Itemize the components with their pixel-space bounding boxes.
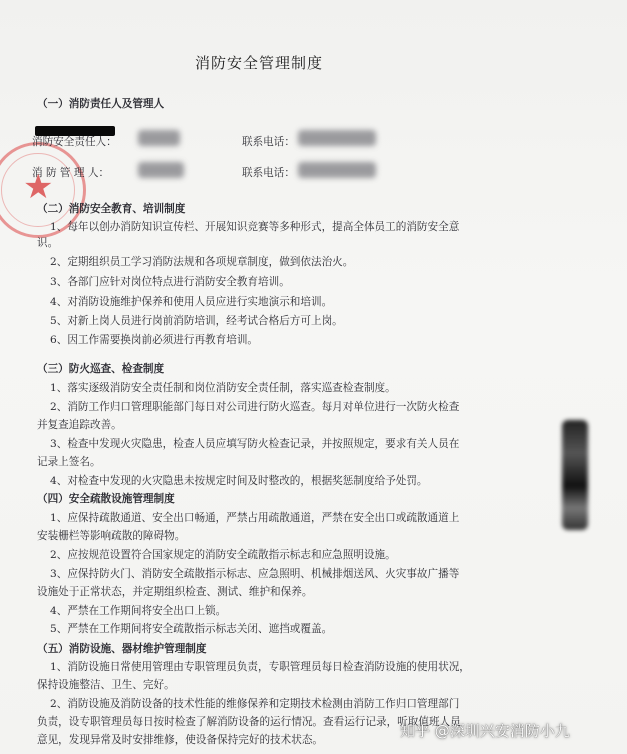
redacted-name bbox=[138, 130, 180, 146]
seal-star-icon: ★ bbox=[23, 167, 54, 207]
text-line: 2、消防设施及消防设备的技术性能的维修保养和定期技术检测由消防工作归口管理部门 bbox=[50, 698, 460, 710]
phone-label-1: 联系电话： bbox=[242, 136, 295, 148]
text-line: 1、消防设施日常使用管理由专职管理员负责，专职管理员每日检查消防设施的使用状况， bbox=[50, 661, 470, 673]
text-line: 意见，发现异常及时安排维修，使设备保持完好的技术状态。 bbox=[37, 734, 324, 746]
text-line: 4、对消防设施维护保养和使用人员应进行实地演示和培训。 bbox=[50, 296, 333, 308]
text-line: 1、每年以创办消防知识宣传栏、开展知识竞赛等多种形式，提高全体员工的消防安全意 bbox=[50, 221, 460, 233]
section1-heading: （一）消防责任人及管理人 bbox=[37, 98, 165, 110]
responsible-label: 消防安全责任人： bbox=[32, 136, 117, 148]
section5-heading: （五）消防设施、器材维护管理制度 bbox=[37, 643, 207, 655]
redacted-phone bbox=[298, 130, 376, 146]
text-line: 负责，设专职管理员每日按时检查了解消防设备的运行情况。查看运行记录，听取值班人员 bbox=[37, 716, 461, 728]
text-line: 3、各部门应针对岗位特点进行消防安全教育培训。 bbox=[50, 276, 290, 288]
watermark: 知乎 @深圳兴安消防小九 bbox=[400, 722, 570, 740]
text-line: 并复查追踪改善。 bbox=[37, 419, 122, 431]
text-line: 2、应按规范设置符合国家规定的消防安全疏散指示标志和应急照明设施。 bbox=[50, 549, 396, 561]
text-line: 4、严禁在工作期间将安全出口上锁。 bbox=[50, 605, 227, 617]
redaction-bar bbox=[35, 126, 115, 136]
phone-label-2: 联系电话： bbox=[242, 167, 295, 179]
text-line: 记录上签名。 bbox=[37, 456, 101, 468]
text-line: 识。 bbox=[37, 237, 59, 249]
redacted-name bbox=[138, 162, 184, 178]
redacted-phone bbox=[298, 162, 376, 178]
text-line: 4、对检查中发现的火灾隐患未按规定时间及时整改的，根据奖惩制度给予处罚。 bbox=[50, 475, 428, 487]
section4-heading: （四）安全疏散设施管理制度 bbox=[37, 493, 175, 505]
text-line: 3、检查中发现火灾隐患，检查人员应填写防火检查记录，并按照规定，要求有关人员在 bbox=[50, 438, 460, 450]
text-line: 5、对新上岗人员进行岗前消防培训，经考试合格后方可上岗。 bbox=[50, 315, 343, 327]
section3-heading: （三）防火巡查、检查制度 bbox=[37, 363, 165, 375]
text-line: 安装栅栏等影响疏散的障碍物。 bbox=[37, 530, 186, 542]
manager-label: 消 防 管 理 人： bbox=[32, 167, 110, 179]
text-line: 6、因工作需要换岗前必须进行再教育培训。 bbox=[50, 334, 259, 346]
text-line: 1、落实逐级消防安全责任制和岗位消防安全责任制，落实巡查检查制度。 bbox=[50, 382, 396, 394]
text-line: 5、严禁在工作期间将安全疏散指示标志关闭、遮挡或覆盖。 bbox=[50, 623, 333, 635]
text-line: 1、应保持疏散通道、安全出口畅通，严禁占用疏散通道，严禁在安全出口或疏散通道上 bbox=[50, 512, 460, 524]
text-line: 2、消防工作归口管理职能部门每日对公司进行防火巡查。每月对单位进行一次防火检查 bbox=[50, 401, 460, 413]
text-line: 保持设施整洁、卫生、完好。 bbox=[37, 679, 175, 691]
text-line: 2、定期组织员工学习消防法规和各项规章制度，做到依法治火。 bbox=[50, 256, 354, 268]
text-line: 设施处于正常状态，并定期组织检查、测试、维护和保养。 bbox=[37, 586, 313, 598]
section2-heading: （二）消防安全教育、培训制度 bbox=[37, 203, 186, 215]
document-title: 消防安全管理制度 bbox=[195, 54, 324, 72]
redacted-side-mark bbox=[562, 420, 588, 530]
text-line: 3、应保持防火门、消防安全疏散指示标志、应急照明、机械排烟送风、火灾事故广播等 bbox=[50, 568, 460, 580]
